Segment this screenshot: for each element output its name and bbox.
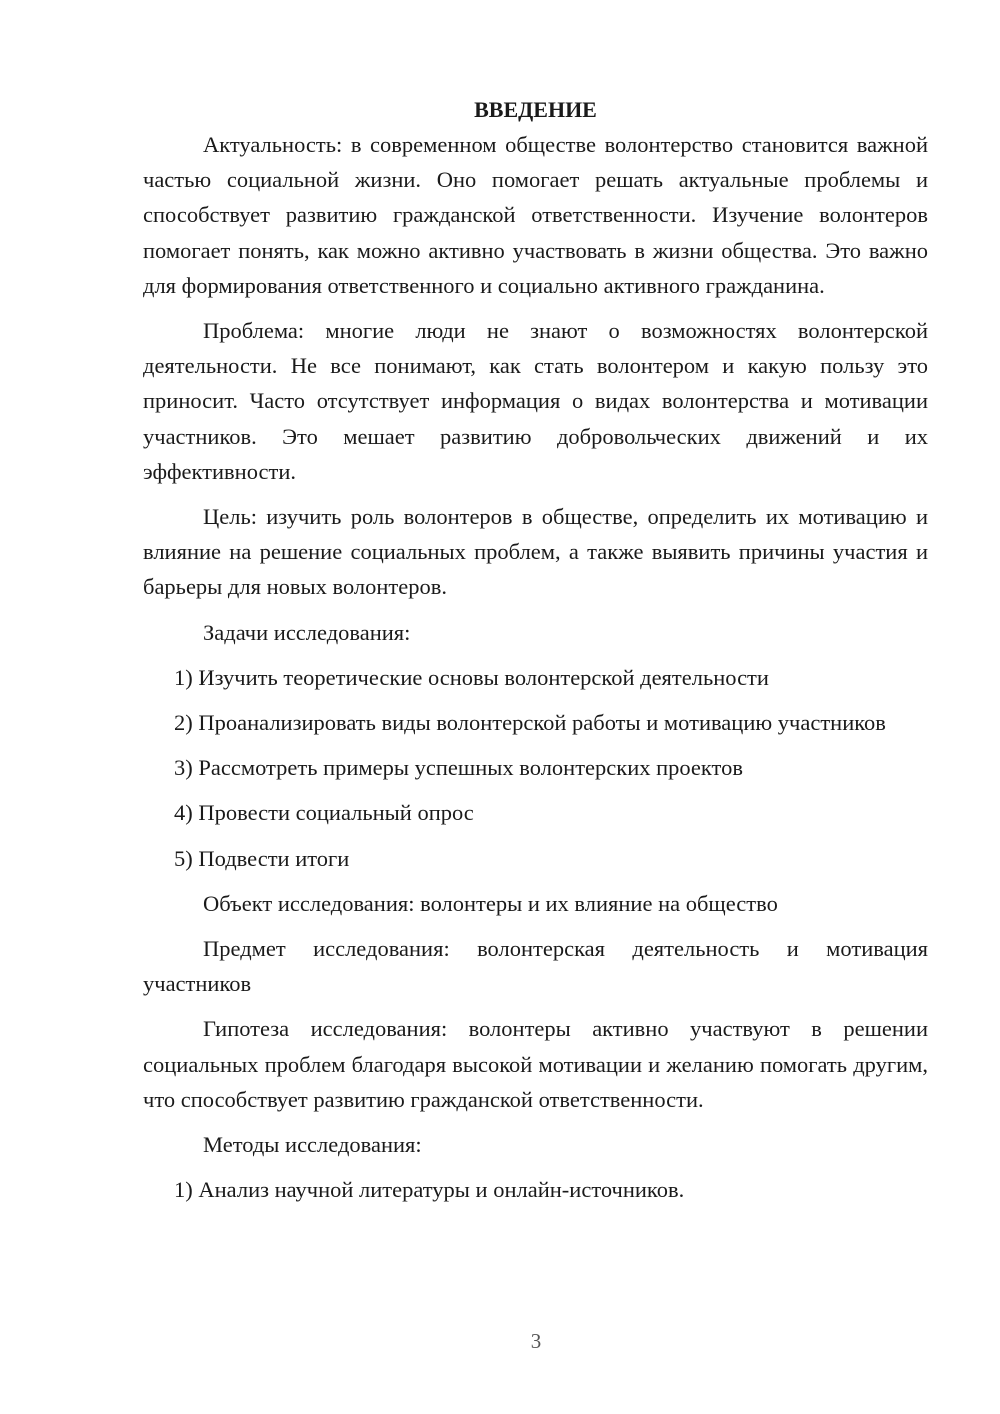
- task-item-5: 5) Подвести итоги: [174, 845, 350, 871]
- methods-title: Методы исследования:: [203, 1132, 422, 1158]
- task-item-4: 4) Провести социальный опрос: [174, 800, 474, 826]
- task-item-3: 3) Рассмотреть примеры успешных волонтерских проектов: [174, 755, 743, 781]
- problem-paragraph: Проблема: многие люди не знают о возможностях волонтерской деятельности. Не все понимают, как стать волонтером и какую пользу это приносит. Часто отсутствует информация о видах волонтерства и мотивации участников. Это мешает развитию добровольческих движений и их эффективности.: [143, 318, 928, 484]
- subject-paragraph: Предмет исследования: волонтерская деятельность и мотивация участников: [143, 936, 928, 997]
- page-number: 3: [530, 1329, 542, 1353]
- document-page: [143, 92, 928, 1217]
- object-paragraph: Объект исследования: волонтеры и их влияние на общество: [203, 890, 778, 916]
- document-heading: ВВЕДЕНИЕ: [474, 97, 597, 122]
- goal-paragraph: Цель: изучить роль волонтеров в обществе, определить их мотивацию и влияние на решение социальных проблем, а также выявить причины участия и барьеры для новых волонтеров.: [143, 504, 928, 600]
- method-item-1: 1) Анализ научной литературы и онлайн-источников.: [174, 1177, 685, 1203]
- relevance-paragraph: Актуальность: в современном обществе волонтерство становится важной частью социальной жизни. Оно помогает решать актуальные проблемы и способствует развитию гражданской ответственности. Изучение волонтеров помогает понять, как можно активно участвовать в жизни общества. Это важно для формирования ответственного и социально активного гражданина.: [143, 132, 928, 298]
- tasks-title: Задачи исследования:: [203, 619, 411, 645]
- task-item-1: 1) Изучить теоретические основы волонтерской деятельности: [174, 664, 769, 690]
- task-item-2: 2) Проанализировать виды волонтерской работы и мотивацию участников: [174, 710, 886, 736]
- hypothesis-paragraph: Гипотеза исследования: волонтеры активно участвуют в решении социальных проблем благодаря высокой мотивации и желанию помогать другим, что способствует развитию гражданской ответственности.: [143, 1016, 928, 1112]
